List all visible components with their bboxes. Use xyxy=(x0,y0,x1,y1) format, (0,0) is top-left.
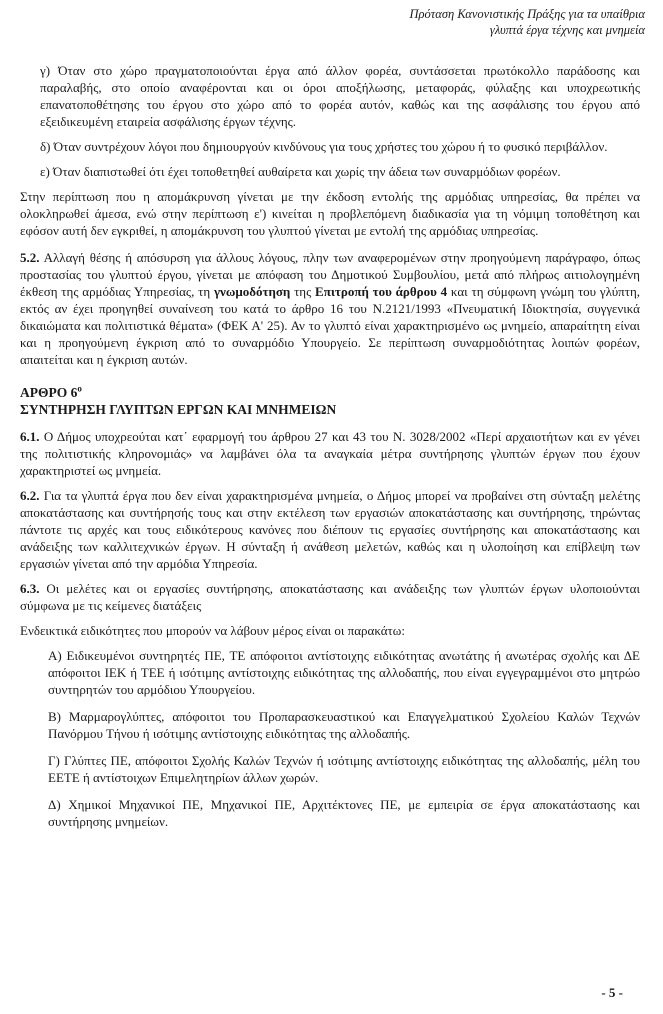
section-5-2 xyxy=(20,249,640,368)
article-heading xyxy=(20,384,640,418)
section-5-2-text-a: Αλλαγή θέσης ή απόσυρση για άλλους λόγους, πλην των αναφερομένων στην προηγούμενη παράγραφο, όπως προστασίας του γλυπτού έργου, γίνεται με απόφαση του Δημοτικού Συμβουλίου, μετά από πλήρως αιτιολογημένη έκθεση της αρμόδιας Υπηρεσίας, τη xyxy=(20,250,640,299)
section-6-1-text: Ο Δήμος υποχρεούται κατ΄ εφαρμογή του άρθρου 27 και 43 του Ν. 3028/2002 «Περί αρχαιοτήτων και εν γένει της πολιτιστικής κληρονομιάς» να λαμβάνει όλα τα αναγκαία μέτρα συντήρησης γλυπτών έργων που έχουν χαρακτηριστεί ως μνημεία. xyxy=(20,429,640,478)
list-item-gamma: γ) Όταν στο χώρο πραγματοποιούνται έργα από άλλον φορέα, συντάσσεται πρωτόκολλο παράδοσης και παραλαβής, στο οποίο αναφέρονται και οι όροι αποξήλωσης, μεταφοράς, φύλαξης και υποχρεωτικής επανατοποθέτησης του έργου στο χώρο από το φορέα αυτόν, καθώς και της ασφάλισης του έργου από εξειδικευμένη εταιρεία ασφάλισης έργων τέχνης. xyxy=(40,63,640,129)
page-body xyxy=(20,62,640,840)
running-header xyxy=(410,6,645,38)
section-6-3-number: 6.3. xyxy=(20,581,40,596)
section-5-2-text-b: της xyxy=(290,284,316,299)
specialty-c: Γ) Γλύπτες ΠΕ, απόφοιτοι Σχολής Καλών Τεχνών ή ισότιμης αντίστοιχης ειδικότητας της αλλοδαπής, μέλη του ΕΕΤΕ ή αντίστοιχων Επιμελητηρίων άλλων χωρών. xyxy=(48,753,640,785)
list-item-epsilon: ε) Όταν διαπιστωθεί ότι έχει τοποθετηθεί αυθαίρετα και χωρίς την άδεια των συναρμόδιων φορέων. xyxy=(40,164,561,179)
section-6-2 xyxy=(20,487,640,572)
specialty-b: Β) Μαρμαρογλύπτες, απόφοιτοι του Προπαρασκευαστικού και Επαγγελματικού Σχολείου Καλών Τεχνών Πανόρμου Τήνου ή ισότιμης αντίστοιχης ειδικότητας της αλλοδαπής. xyxy=(48,709,640,741)
removal-paragraph: Στην περίπτωση που η απομάκρυνση γίνεται με την έκδοση εντολής της αρμόδιας υπηρεσίας, θα πρέπει να ολοκληρωθεί άμεσα, ενώ στην περίπτωση ε') κινείται η προβλεπόμενη διαδικασία για τη νόμιμη τοποθέτηση και εφόσον αυτή δεν εγκριθεί, η απομάκρυνση του γλυπτού γίνεται με εντολή της αρμόδιας υπηρεσίας. xyxy=(20,189,640,238)
section-5-2-bold-1: γνωμοδότηση xyxy=(213,284,291,299)
section-6-2-text: Για τα γλυπτά έργα που δεν είναι χαρακτηρισμένα μνημεία, ο Δήμος μπορεί να προβαίνει στη σύνταξη μελέτης αποκατάστασης και συντήρησής τους και στην εκτέλεση των εργασιών αποκατάστασης και συντήρησης, τηρώντας πάντοτε τις αρχές και τους ειδικότερους κανόνες που διέπουν τις εργασίες συντήρησης και αποκατάστασης και ανάδειξης των καλλιτεχνικών έργων. Η σύνταξη ή ανάθεση μελετών, καθώς και η υλοποίηση και επίβλεψη των εργασιών γίνεται από την αρμόδια Υπηρεσία. xyxy=(20,488,640,571)
page-number: - 5 - xyxy=(601,985,623,1000)
section-5-2-text-c: και τη σύμφωνη γνώμη του γλύπτη, εκτός αν έχει προηγηθεί συναίνεση του κατά το άρθρο 16 του Ν.2121/1993 «Πνευματική Ιδιοκτησία, συγγενικά δικαιώματα και πολιτιστικά θέματα» (ΦΕΚ Α' 25). Αν το γλυπτό είναι χαρακτηρισμένο ως μνημείο, απαραίτητη είναι και η προηγούμενη έγκριση από το συναρμόδιο Υπουργείο. Σε περίπτωση συναρμοδιότητας λοιπών φορέων, απαιτείται και η έγκριση αυτών. xyxy=(20,284,640,367)
section-5-2-bold-2: Επιτροπή του άρθρου 4 xyxy=(315,284,448,299)
section-6-2-number: 6.2. xyxy=(20,488,40,503)
specialty-d: Δ) Χημικοί Μηχανικοί ΠΕ, Μηχανικοί ΠΕ, Αρχιτέκτονες ΠΕ, με εμπειρία σε έργα αποκατάστασης και συντήρησης μνημείων. xyxy=(48,797,640,829)
article-title: ΣΥΝΤΗΡΗΣΗ ΓΛΥΠΤΩΝ ΕΡΓΩΝ ΚΑΙ ΜΝΗΜΕΙΩΝ xyxy=(20,402,337,417)
article-label xyxy=(20,384,640,401)
header-line-1: Πρόταση Κανονιστικής Πράξης για τα υπαίθρια xyxy=(409,7,645,21)
section-6-3 xyxy=(20,580,640,614)
specialties-intro: Ενδεικτικά ειδικότητες που μπορούν να λάβουν μέρος είναι οι παρακάτω: xyxy=(20,623,405,638)
specialty-a: Α) Ειδικευμένοι συντηρητές ΠΕ, ΤΕ απόφοιτοι αντίστοιχης ειδικότητας ανωτάτης ή ανωτέρας σχολής και ΔΕ απόφοιτοι ΙΕΚ ή ΤΕΕ ή ισότιμης αντίστοιχης ειδικότητας της αλλοδαπής, που είναι εγγεγραμμένοι στο μητρώο συντηρητών του αρμόδιου Υπουργείου. xyxy=(48,648,640,697)
header-line-2: γλυπτά έργα τέχνης και μνημεία xyxy=(489,23,645,37)
article-label-text: ΑΡΘΡΟ 6 xyxy=(20,385,78,400)
list-item-delta: δ) Όταν συντρέχουν λόγοι που δημιουργούν κινδύνους για τους χρήστες του χώρου ή το φυσικό περιβάλλον. xyxy=(40,139,608,154)
section-6-1 xyxy=(20,428,640,479)
section-6-3-text: Οι μελέτες και οι εργασίες συντήρησης, αποκατάστασης και ανάδειξης των γλυπτών έργων υλοποιούνται σύμφωνα με τις κείμενες διατάξεις xyxy=(20,581,640,613)
section-6-1-number: 6.1. xyxy=(20,429,40,444)
section-5-2-number: 5.2. xyxy=(20,250,40,265)
article-label-superscript: ο xyxy=(77,383,82,394)
